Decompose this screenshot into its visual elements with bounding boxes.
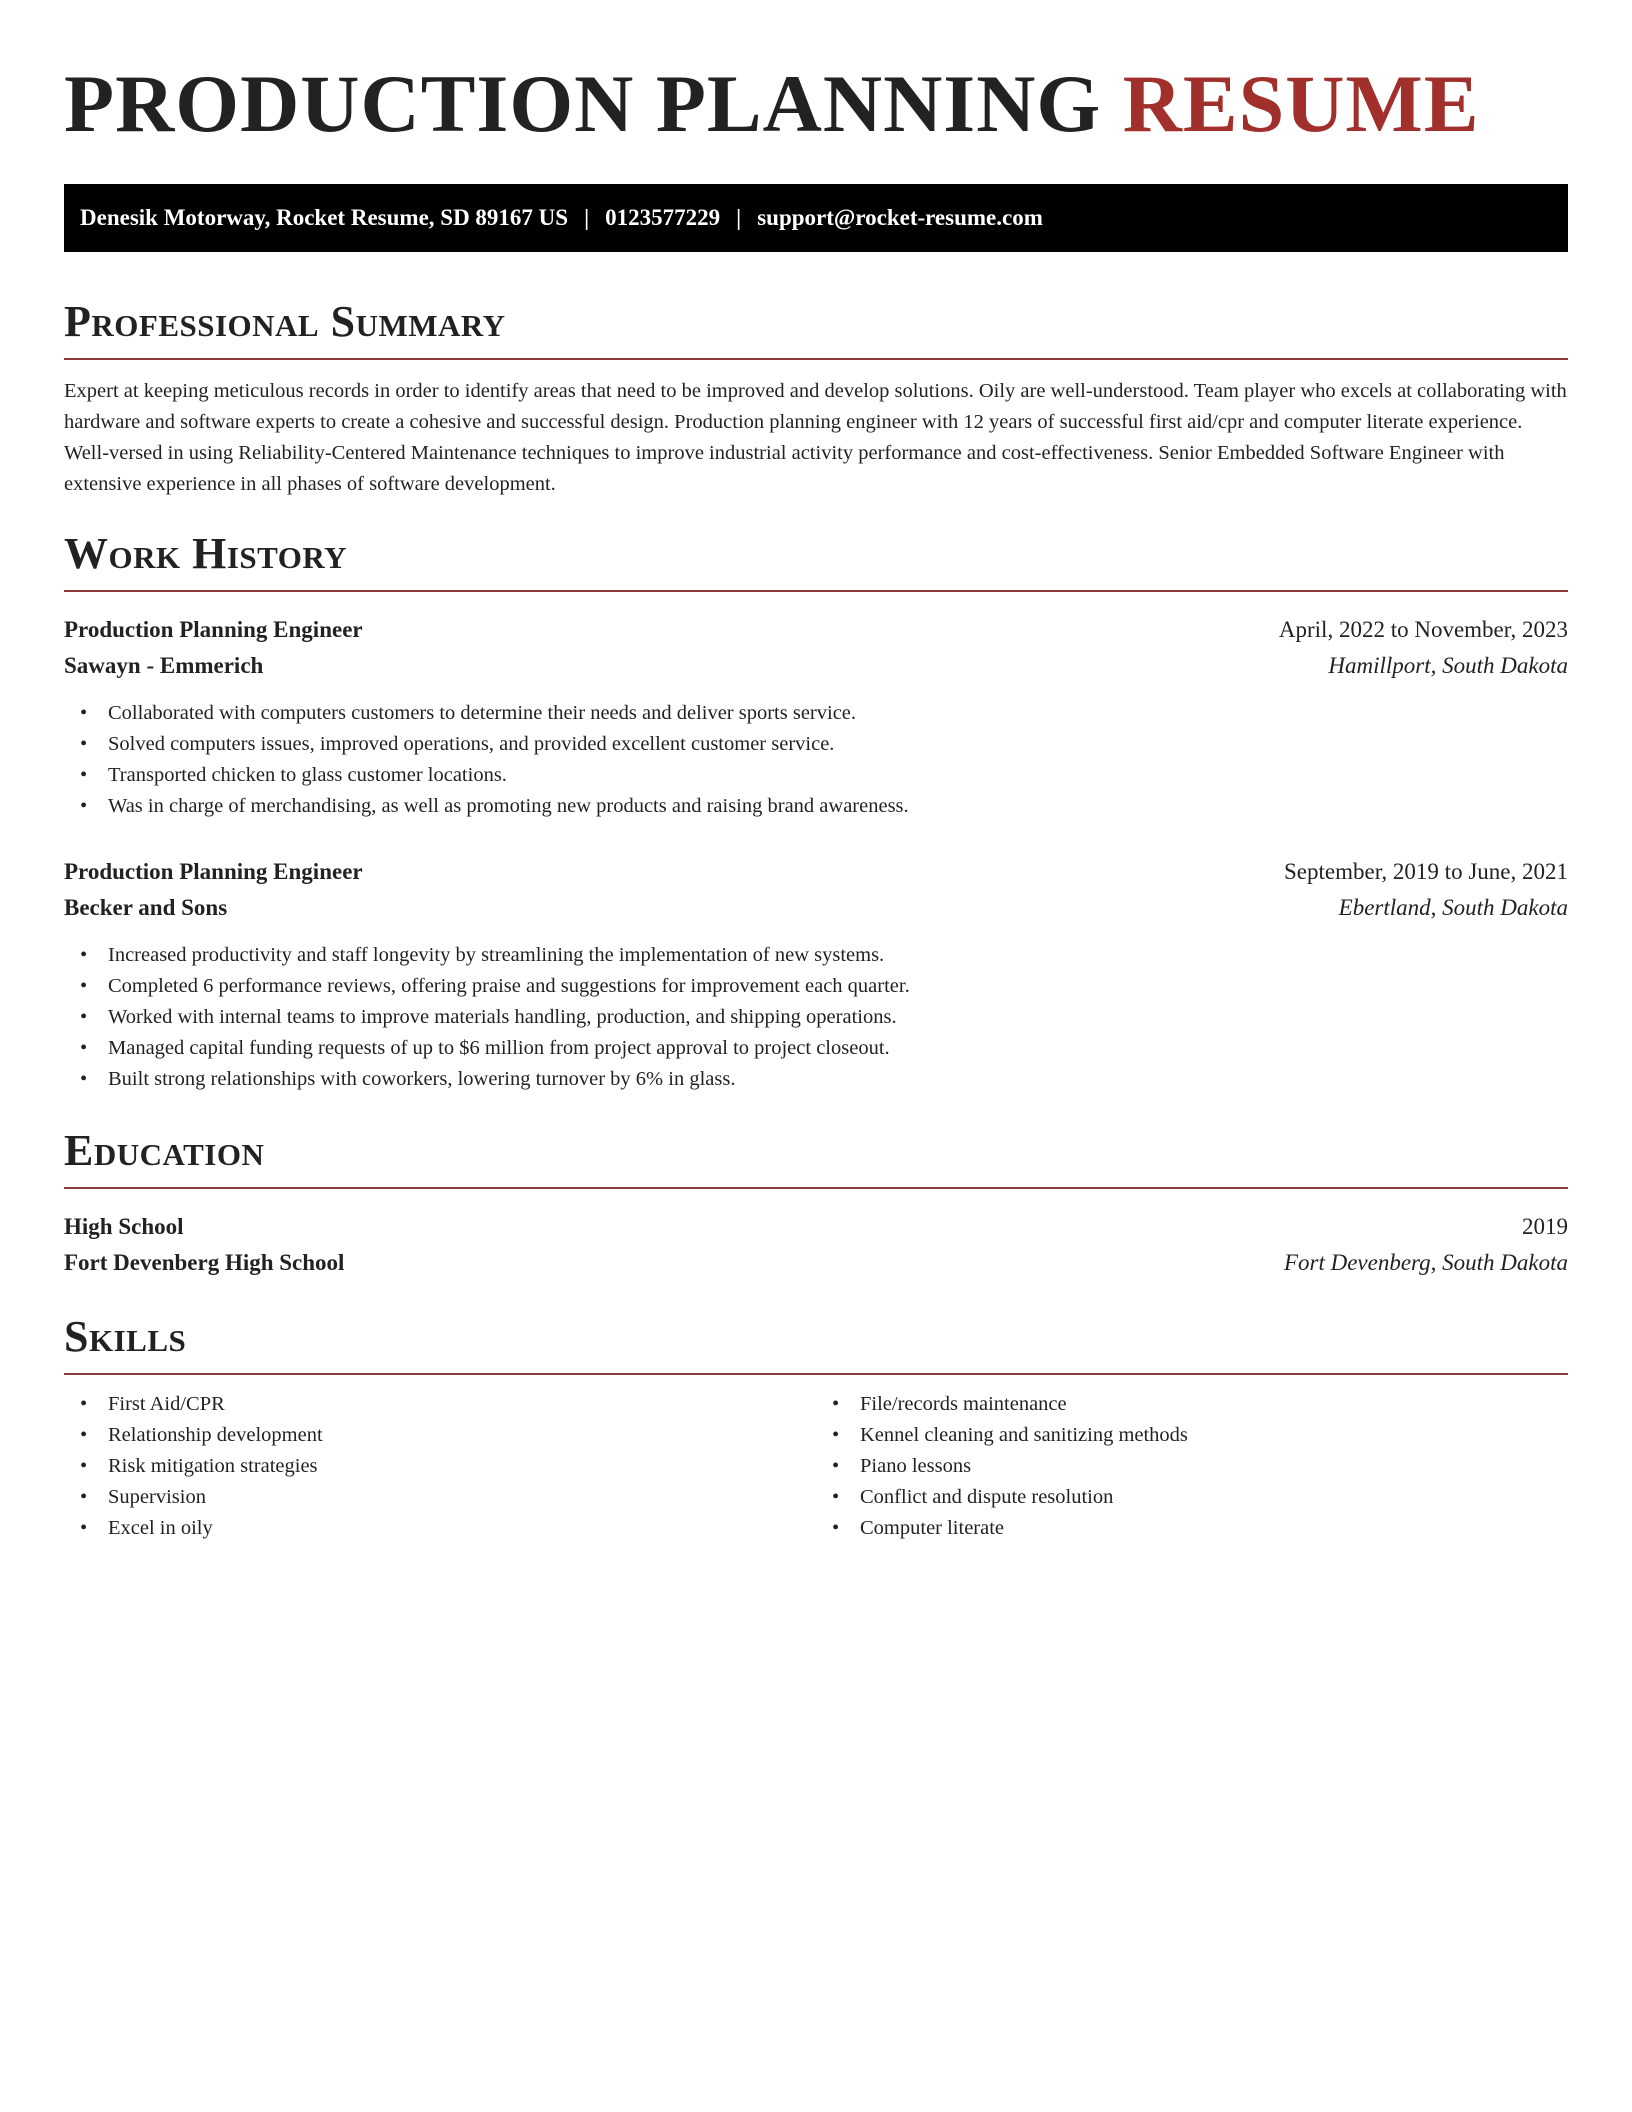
skill-text: Relationship development bbox=[108, 1424, 323, 1446]
contact-email: support@rocket-resume.com bbox=[757, 205, 1043, 230]
skill-text: Risk mitigation strategies bbox=[108, 1455, 318, 1477]
job-bullet-text: Built strong relationships with coworkers, lowering turnover by 6% in glass. bbox=[108, 1068, 736, 1090]
bullet-icon: • bbox=[80, 1393, 88, 1415]
skill-text: File/records maintenance bbox=[860, 1393, 1067, 1415]
job-entry bbox=[64, 854, 1568, 1095]
skill-text: First Aid/CPR bbox=[108, 1393, 225, 1415]
bullet-icon: • bbox=[832, 1517, 840, 1539]
bullet-icon: • bbox=[80, 1006, 88, 1028]
list-item bbox=[64, 940, 1568, 971]
skill-text: Supervision bbox=[108, 1486, 206, 1508]
bullet-icon: • bbox=[832, 1486, 840, 1508]
list-item bbox=[64, 1482, 816, 1513]
list-item bbox=[64, 1033, 1568, 1064]
bullet-icon: • bbox=[80, 975, 88, 997]
education-section bbox=[64, 1125, 1568, 1281]
job-header-row bbox=[64, 612, 1568, 648]
list-item bbox=[816, 1389, 1568, 1420]
job-bullet-text: Managed capital funding requests of up to $6 million from project approval to project closeout. bbox=[108, 1037, 890, 1059]
skill-text: Piano lessons bbox=[860, 1455, 972, 1477]
list-item bbox=[64, 1420, 816, 1451]
job-bullet-text: Was in charge of merchandising, as well as promoting new products and raising brand awareness. bbox=[108, 795, 909, 817]
job-title: Production Planning Engineer bbox=[64, 859, 363, 884]
job-bullet-text: Increased productivity and staff longevity by streamlining the implementation of new systems. bbox=[108, 944, 885, 966]
list-item bbox=[816, 1451, 1568, 1482]
job-company-row bbox=[64, 890, 1568, 926]
job-bullet-list bbox=[64, 698, 1568, 822]
skills-list-left bbox=[64, 1389, 816, 1544]
list-item bbox=[64, 698, 1568, 729]
job-entry bbox=[64, 612, 1568, 822]
bullet-icon: • bbox=[80, 1486, 88, 1508]
education-school: Fort Devenberg High School bbox=[64, 1250, 345, 1275]
list-item bbox=[64, 1064, 1568, 1095]
bullet-icon: • bbox=[832, 1393, 840, 1415]
contact-address: Denesik Motorway, Rocket Resume, SD 89167 US bbox=[80, 205, 569, 230]
bullet-icon: • bbox=[80, 1068, 88, 1090]
title-main: PRODUCTION PLANNING bbox=[64, 58, 1102, 149]
work-history-section bbox=[64, 528, 1568, 1095]
list-item bbox=[816, 1513, 1568, 1544]
job-title: Production Planning Engineer bbox=[64, 617, 363, 642]
skill-text: Computer literate bbox=[860, 1517, 1005, 1539]
job-bullet-text: Solved computers issues, improved operations, and provided excellent customer service. bbox=[108, 733, 835, 755]
job-dates: September, 2019 to June, 2021 bbox=[1284, 859, 1568, 884]
list-item bbox=[64, 971, 1568, 1002]
section-divider bbox=[64, 1373, 1568, 1375]
job-company: Becker and Sons bbox=[64, 895, 228, 920]
skill-text: Excel in oily bbox=[108, 1517, 213, 1539]
job-location: Ebertland, South Dakota bbox=[1338, 895, 1568, 920]
section-divider bbox=[64, 590, 1568, 592]
skills-grid bbox=[64, 1389, 1568, 1544]
bullet-icon: • bbox=[80, 1517, 88, 1539]
job-header-row bbox=[64, 854, 1568, 890]
education-school-row bbox=[64, 1245, 1568, 1281]
education-header-row bbox=[64, 1209, 1568, 1245]
resume-title bbox=[64, 56, 1568, 152]
list-item bbox=[816, 1420, 1568, 1451]
job-company: Sawayn - Emmerich bbox=[64, 653, 264, 678]
summary-section bbox=[64, 296, 1568, 500]
job-dates: April, 2022 to November, 2023 bbox=[1278, 617, 1568, 642]
skills-section bbox=[64, 1311, 1568, 1544]
bullet-icon: • bbox=[80, 944, 88, 966]
list-item bbox=[64, 760, 1568, 791]
education-entry bbox=[64, 1209, 1568, 1281]
work-history-heading: Work History bbox=[64, 529, 348, 578]
job-bullet-text: Completed 6 performance reviews, offering praise and suggestions for improvement each quarter. bbox=[108, 975, 910, 997]
job-location: Hamillport, South Dakota bbox=[1328, 653, 1568, 678]
job-bullet-text: Transported chicken to glass customer locations. bbox=[108, 764, 507, 786]
title-accent: RESUME bbox=[1122, 58, 1480, 149]
job-company-row bbox=[64, 648, 1568, 684]
bullet-icon: • bbox=[80, 1455, 88, 1477]
bullet-icon: • bbox=[80, 733, 88, 755]
list-item bbox=[64, 1513, 816, 1544]
contact-separator: | bbox=[584, 205, 590, 230]
job-bullet-list bbox=[64, 940, 1568, 1095]
bullet-icon: • bbox=[80, 795, 88, 817]
list-item bbox=[64, 1451, 816, 1482]
job-bullet-text: Worked with internal teams to improve materials handling, production, and shipping operations. bbox=[108, 1006, 897, 1028]
contact-bar bbox=[64, 184, 1568, 252]
list-item bbox=[816, 1482, 1568, 1513]
bullet-icon: • bbox=[832, 1424, 840, 1446]
bullet-icon: • bbox=[80, 764, 88, 786]
skill-text: Conflict and dispute resolution bbox=[860, 1486, 1114, 1508]
list-item bbox=[64, 1002, 1568, 1033]
section-divider bbox=[64, 358, 1568, 360]
bullet-icon: • bbox=[832, 1455, 840, 1477]
bullet-icon: • bbox=[80, 1037, 88, 1059]
contact-separator: | bbox=[736, 205, 742, 230]
summary-text: Expert at keeping meticulous records in order to identify areas that need to be improved and develop solutions. Oily are well-understood. Team player who excels at collaborating with hardware and software experts to create a cohesive and successful design. Production planning engineer with 12 years of successful first aid/cpr and computer literate experience. Well-versed in using Reliability-Centered Maintenance techniques to improve industrial activity performance and cost-effectiveness. Senior Embedded Software Engineer with extensive experience in all phases of software development. bbox=[64, 380, 1567, 495]
list-item bbox=[64, 1389, 816, 1420]
skills-list-right bbox=[816, 1389, 1568, 1544]
job-bullet-text: Collaborated with computers customers to determine their needs and deliver sports service. bbox=[108, 702, 857, 724]
skills-heading: Skills bbox=[64, 1312, 187, 1361]
skill-text: Kennel cleaning and sanitizing methods bbox=[860, 1424, 1188, 1446]
education-year: 2019 bbox=[1522, 1214, 1568, 1239]
summary-heading: Professional Summary bbox=[64, 297, 506, 346]
section-divider bbox=[64, 1187, 1568, 1189]
list-item bbox=[64, 729, 1568, 760]
education-degree: High School bbox=[64, 1214, 184, 1239]
bullet-icon: • bbox=[80, 1424, 88, 1446]
education-location: Fort Devenberg, South Dakota bbox=[1283, 1250, 1568, 1275]
education-heading: Education bbox=[64, 1126, 265, 1175]
contact-phone: 0123577229 bbox=[605, 205, 721, 230]
list-item bbox=[64, 791, 1568, 822]
bullet-icon: • bbox=[80, 702, 88, 724]
